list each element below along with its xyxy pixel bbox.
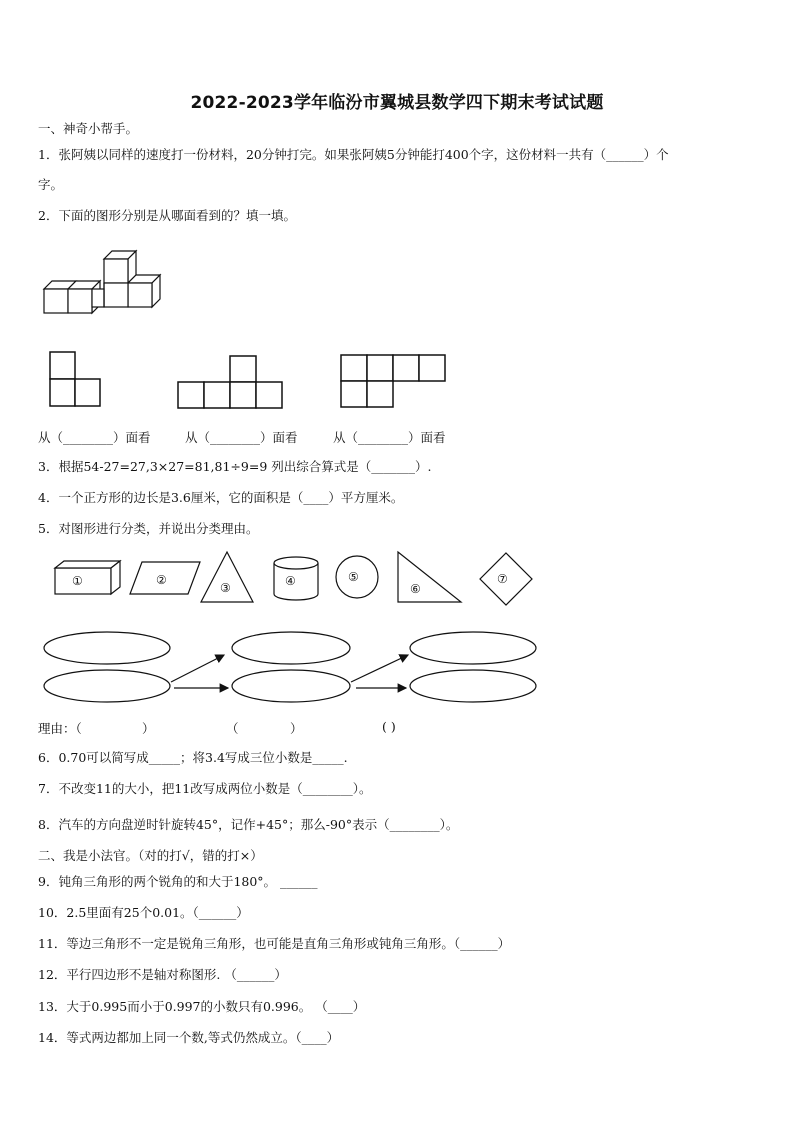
arrow-up-2 xyxy=(351,655,408,682)
shape-label-4: ④ xyxy=(285,574,296,588)
view-1-label: 从（________）面看 xyxy=(38,430,151,445)
question-13: 13．大于0.995而小于0.997的小数只有0.996。 （____） xyxy=(38,999,366,1014)
classification-diagram xyxy=(38,625,538,705)
rhombus-shape xyxy=(480,553,532,605)
section-2-heading: 二、我是小法官。（对的打√，错的打×） xyxy=(38,848,263,863)
shape-label-2: ② xyxy=(156,573,167,587)
ellipse-right-bottom xyxy=(410,670,536,702)
reason-3: ( ) xyxy=(382,719,396,734)
view-figure-2 xyxy=(176,353,286,411)
question-1-line-1: 1．张阿姨以同样的速度打一份材料，20分钟打完。如果张阿姨5分钟能打400个字，这份材料一共有（______）个 xyxy=(38,147,669,162)
ellipse-right-top xyxy=(410,632,536,664)
parallelogram-shape xyxy=(130,562,200,594)
right-triangle-shape xyxy=(398,552,461,602)
shape-label-6: ⑥ xyxy=(410,582,421,596)
ellipse-left-bottom xyxy=(44,670,170,702)
question-14: 14．等式两边都加上同一个数,等式仍然成立。（____） xyxy=(38,1030,340,1045)
question-3: 3．根据54-27=27,3×27=81,81÷9=9 列出综合算式是（_______）. xyxy=(38,459,432,474)
reason-open-2: （ xyxy=(226,721,239,736)
q5-shapes-figure xyxy=(50,548,540,608)
view-2-label: 从（________）面看 xyxy=(185,430,298,445)
triangle-shape xyxy=(201,552,253,602)
reason-close-2: ） xyxy=(290,721,303,736)
page-title: 2022-2023学年临汾市翼城县数学四下期末考试试题 xyxy=(190,93,604,113)
arrow-up-1 xyxy=(171,655,224,682)
shape-label-1: ① xyxy=(72,574,83,588)
shape-label-3: ③ xyxy=(220,581,231,595)
view-figure-1 xyxy=(44,348,108,410)
question-7: 7．不改变11的大小，把11改写成两位小数是（________）。 xyxy=(38,781,372,796)
ellipse-middle-bottom xyxy=(232,670,350,702)
question-8: 8．汽车的方向盘逆时针旋转45°，记作+45°；那么-90°表示（________）。 xyxy=(38,817,459,832)
question-2: 2．下面的图形分别是从哪面看到的？填一填。 xyxy=(38,208,296,223)
question-10: 10．2.5里面有25个0.01。（______） xyxy=(38,905,249,920)
question-1-line-2: 字。 xyxy=(38,177,64,192)
question-9: 9．钝角三角形的两个锐角的和大于180°。 ______ xyxy=(38,874,318,889)
view-figure-3 xyxy=(339,353,449,411)
cube-stack-figure xyxy=(40,245,170,325)
reason-close-1: ） xyxy=(142,721,155,736)
reason-label: 理由：（ xyxy=(38,721,82,736)
view-3-label: 从（________）面看 xyxy=(333,430,446,445)
section-1-heading: 一、神奇小帮手。 xyxy=(38,121,139,136)
ellipse-middle-top xyxy=(232,632,350,664)
ellipse-left-top xyxy=(44,632,170,664)
question-5: 5．对图形进行分类，并说出分类理由。 xyxy=(38,521,259,536)
cylinder-shape xyxy=(274,557,318,600)
question-12: 12．平行四边形不是轴对称图形. （______） xyxy=(38,967,287,982)
cuboid-shape xyxy=(55,561,120,594)
circle-shape xyxy=(336,556,378,598)
question-11: 11．等边三角形不一定是锐角三角形，也可能是直角三角形或钝角三角形。（______） xyxy=(38,936,511,951)
question-4: 4．一个正方形的边长是3.6厘米，它的面积是（____）平方厘米。 xyxy=(38,490,404,505)
shape-label-5: ⑤ xyxy=(348,570,359,584)
shape-label-7: ⑦ xyxy=(497,572,508,586)
question-6: 6．0.70可以简写成_____；将3.4写成三位小数是_____. xyxy=(38,750,348,765)
